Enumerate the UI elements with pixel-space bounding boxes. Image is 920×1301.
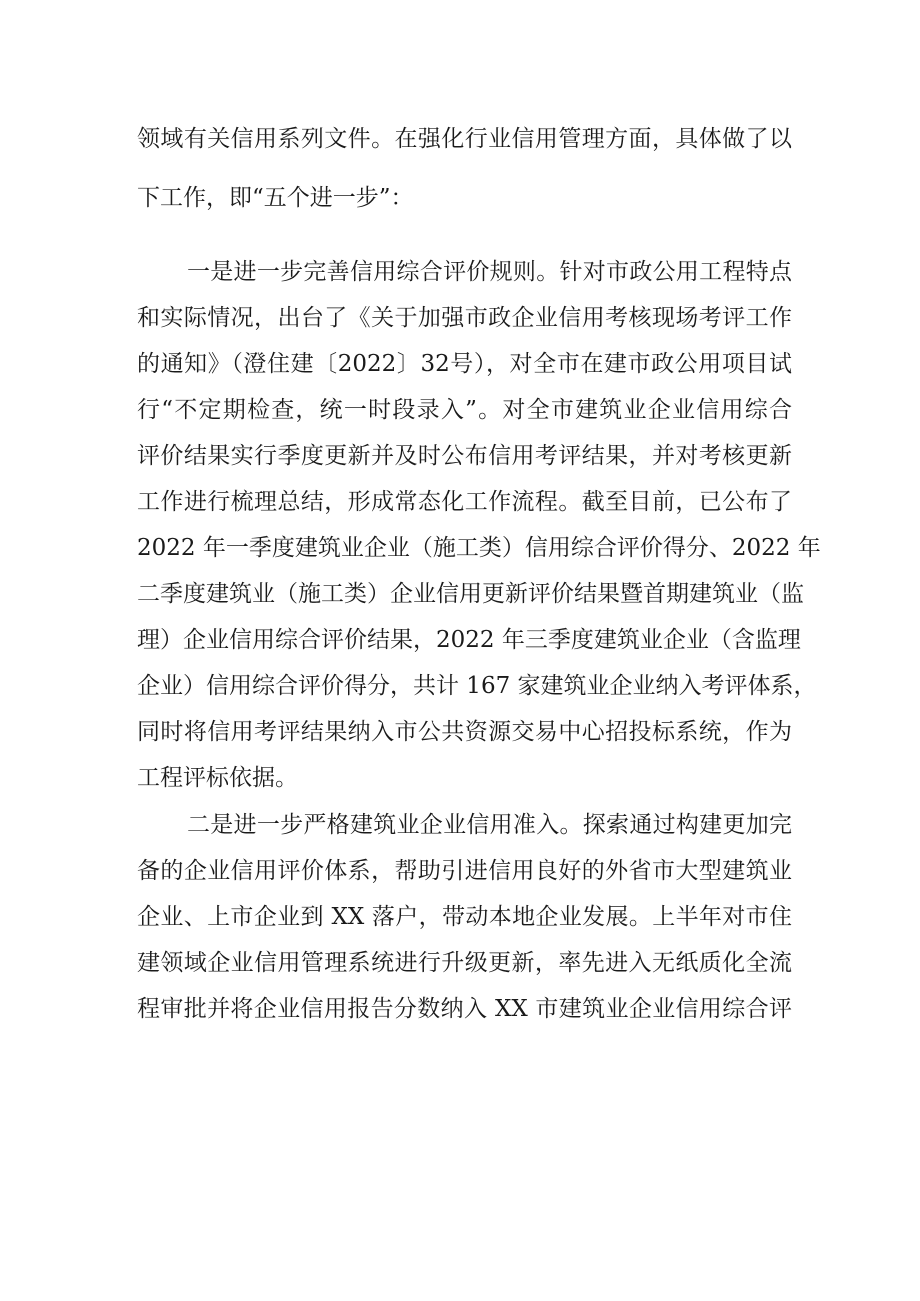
text-line: 工程评标依据。 bbox=[137, 765, 298, 791]
text-line: 领域有关信用系列文件。在强化行业信用管理方面，具体做了以 bbox=[137, 126, 792, 152]
text-line: 行“不定期检查，统一时段录入”。对全市建筑业企业信用综合 bbox=[137, 397, 792, 423]
text-line: 的通知》（澄住建〔2022〕32号），对全市在建市政公用项目试 bbox=[137, 351, 792, 377]
text-line: 评价结果实行季度更新并及时公布信用考评结果，并对考核更新 bbox=[137, 443, 792, 469]
text-line: 和实际情况，出台了《关于加强市政企业信用考核现场考评工作 bbox=[137, 305, 792, 331]
text-line: 二季度建筑业（施工类）企业信用更新评价结果暨首期建筑业（监 bbox=[137, 581, 804, 607]
text-line: 理）企业信用综合评价结果，2022 年三季度建筑业企业（含监理 bbox=[137, 627, 801, 653]
text-line: 2022 年一季度建筑业企业（施工类）信用综合评价得分、2022 年 bbox=[137, 535, 821, 561]
text-line: 程审批并将企业信用报告分数纳入 XX 市建筑业企业信用综合评 bbox=[137, 996, 792, 1022]
paragraph-first-line: 一是进一步完善信用综合评价规则。针对市政公用工程特点 bbox=[187, 259, 792, 285]
text-line: 备的企业信用评价体系，帮助引进信用良好的外省市大型建筑业 bbox=[137, 858, 792, 884]
text-line: 企业）信用综合评价得分，共计 167 家建筑业企业纳入考评体系， bbox=[137, 673, 817, 699]
text-line: 工作进行梳理总结，形成常态化工作流程。截至目前，已公布了 bbox=[137, 489, 792, 515]
text-line: 同时将信用考评结果纳入市公共资源交易中心招投标系统，作为 bbox=[137, 719, 792, 745]
text-line: 企业、上市企业到 XX 落户，带动本地企业发展。上半年对市住 bbox=[137, 904, 792, 930]
text-line: 下工作，即“五个进一步”： bbox=[137, 185, 414, 211]
paragraph-first-line: 二是进一步严格建筑业企业信用准入。探索通过构建更加完 bbox=[187, 812, 792, 838]
text-line: 建领域企业信用管理系统进行升级更新，率先进入无纸质化全流 bbox=[137, 950, 792, 976]
